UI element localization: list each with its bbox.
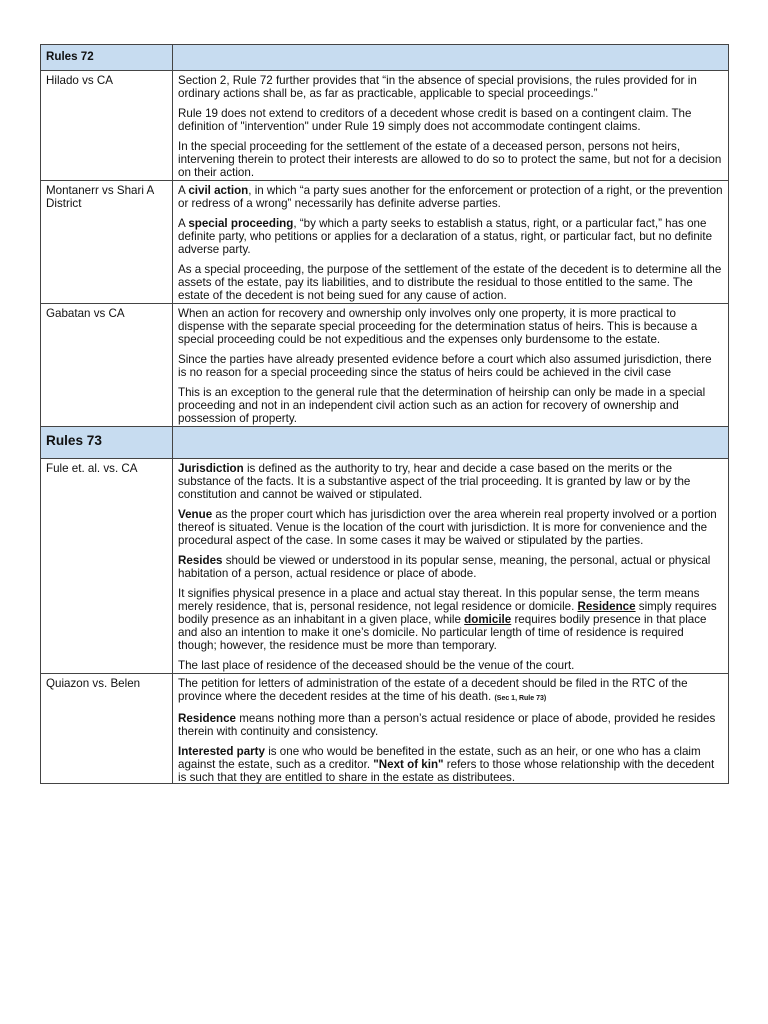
note-paragraph <box>178 184 723 210</box>
case-notes <box>173 71 729 181</box>
section-header-blank <box>173 45 729 71</box>
note-paragraph <box>178 677 723 705</box>
note-paragraph: This is an exception to the general rule that the determination of heirship can only be made in a special proceeding and not in an independent civil action such as an action for recovery of ownership and possession of property. <box>178 386 706 425</box>
section-header-blank <box>173 427 729 459</box>
text-run: , “by which a party seeks to establish a status, right, or a particular fact,” has one definite party, who petitions or applies for a declaration of a status, right, or particular fact, but no definite adverse party. <box>178 217 713 256</box>
note-paragraph: As a special proceeding, the purpose of the settlement of the estate of the decedent is to determine all the assets of the estate, pay its liabilities, and to distribute the residual to those entitled to the same. The estate of the decedent is not being sued for any cause of action. <box>178 263 722 302</box>
defined-term: Resides <box>178 554 223 567</box>
defined-term: "Next of kin" <box>373 758 444 771</box>
defined-term: Jurisdiction <box>178 462 244 475</box>
text-run: , in which “a party sues another for the enforcement or protection of a right, or the prevention or redress of a wrong” necessarily has definite adverse parties. <box>178 184 723 210</box>
case-name: Fule et. al. vs. CA <box>41 459 173 674</box>
note-paragraph: When an action for recovery and ownership only involves only one property, it is more practical to dispense with the separate special proceeding for the determination status of heirs. This is because a special proceeding could be not expeditious and the expenses only burdensome to the estate. <box>178 307 698 346</box>
case-name <box>41 674 173 784</box>
text-run: refers to those whose relationship with the decedent is such that they are entitled to share in the estate as distributees. <box>178 758 715 783</box>
case-row-quiazon <box>41 674 729 784</box>
note-paragraph <box>178 462 723 501</box>
case-row-fule <box>41 459 729 674</box>
note-paragraph: Rule 19 does not extend to creditors of a decedent whose credit is based on a contingent claim. The definition of "intervention" under Rule 19 simply does not accommodate contingent claims. <box>178 107 692 133</box>
note-paragraph <box>178 217 723 256</box>
text-run: The petition for letters of administration of the estate of a decedent should be filed in the RTC of the province where the decedent resides at the time of his death. <box>178 677 688 703</box>
section-header-rules-72 <box>41 45 729 71</box>
case-row-gabatan <box>41 304 729 427</box>
defined-term: Venue <box>178 508 213 521</box>
text-run: is defined as the authority to try, hear and decide a case based on the merits or the substance of the facts. It is a substantive aspect of the trial proceeding. It is granted by law or by the constitution and cannot be waived or stipulated. <box>178 462 691 501</box>
defined-term: Residence <box>178 712 236 725</box>
defined-term: civil action <box>188 184 249 197</box>
note-paragraph: The last place of residence of the deceased should be the venue of the court. <box>178 659 575 672</box>
text-run: A <box>178 217 189 230</box>
case-notes <box>173 304 729 427</box>
text-run: as the proper court which has jurisdiction over the area wherein real property involved or a portion thereof is situated. Venue is the location of the court with jurisdiction. It is more for convenience and the procedural aspect of the case. In some cases it may be waived or stipulated by the parties. <box>178 508 717 547</box>
text-run: requires bodily presence in that place and also an intention to make it one’s domicile. No particular length of time of residence is required though; however, the residence must be more than temporary. <box>178 613 707 652</box>
defined-term: domicile <box>464 613 512 626</box>
note-paragraph <box>178 508 723 547</box>
text-run: It signifies physical presence in a place and actual stay thereat. In this popular sense, the term means merely residence, that is, personal residence, not legal residence or domicile. <box>178 587 700 613</box>
section-title: Rules 72 <box>41 45 173 71</box>
text-run: means nothing more than a person’s actual residence or place of abode, provided he resides therein with continuity and consistency. <box>178 712 716 738</box>
rules-table <box>40 44 729 784</box>
note-paragraph: Since the parties have already presented evidence before a court which also assumed jurisdiction, there is no reason for a special proceeding since the status of heirs could be achieved in the civil case <box>178 353 712 379</box>
case-name: Montanerr vs Shari A District <box>41 181 173 304</box>
text-run: is one who would be benefited in the estate, such as an heir, or one who has a claim against the estate, such as a creditor. <box>178 745 701 771</box>
note-paragraph: Section 2, Rule 72 further provides that “in the absence of special provisions, the rules provided for in ordinary actions shall be, as far as practicable, applicable to special proceedings.” <box>178 74 697 100</box>
note-paragraph <box>178 554 723 580</box>
note-paragraph <box>178 712 723 738</box>
case-notes <box>173 181 729 304</box>
case-notes <box>173 459 729 674</box>
section-title: Rules 73 <box>41 427 173 459</box>
defined-term: Residence <box>577 600 636 613</box>
case-row-montanerr <box>41 181 729 304</box>
case-name-text: Quiazon vs. Belen <box>46 677 141 690</box>
text-run: A <box>178 184 189 197</box>
note-paragraph <box>178 587 723 652</box>
case-name: Hilado vs CA <box>41 71 173 181</box>
note-paragraph: In the special proceeding for the settlement of the estate of a deceased person, persons not heirs, intervening therein to protect their interests are allowed to do so to protect the same, but not for a decision on their action. <box>178 140 722 179</box>
case-row-hilado <box>41 71 729 181</box>
text-run: should be viewed or understood in its popular sense, meaning, the personal, actual or physical habitation of a person, actual residence or place of abode. <box>178 554 711 580</box>
rule-citation: (Sec 1, Rule 73) <box>494 695 547 702</box>
case-name: Gabatan vs CA <box>41 304 173 427</box>
case-notes <box>173 674 729 784</box>
defined-term: special proceeding <box>188 217 294 230</box>
defined-term: Interested party <box>178 745 265 758</box>
section-header-rules-73 <box>41 427 729 459</box>
note-paragraph <box>178 745 723 783</box>
text-run: simply requires bodily presence as an inhabitant in a given place, while <box>178 600 717 626</box>
